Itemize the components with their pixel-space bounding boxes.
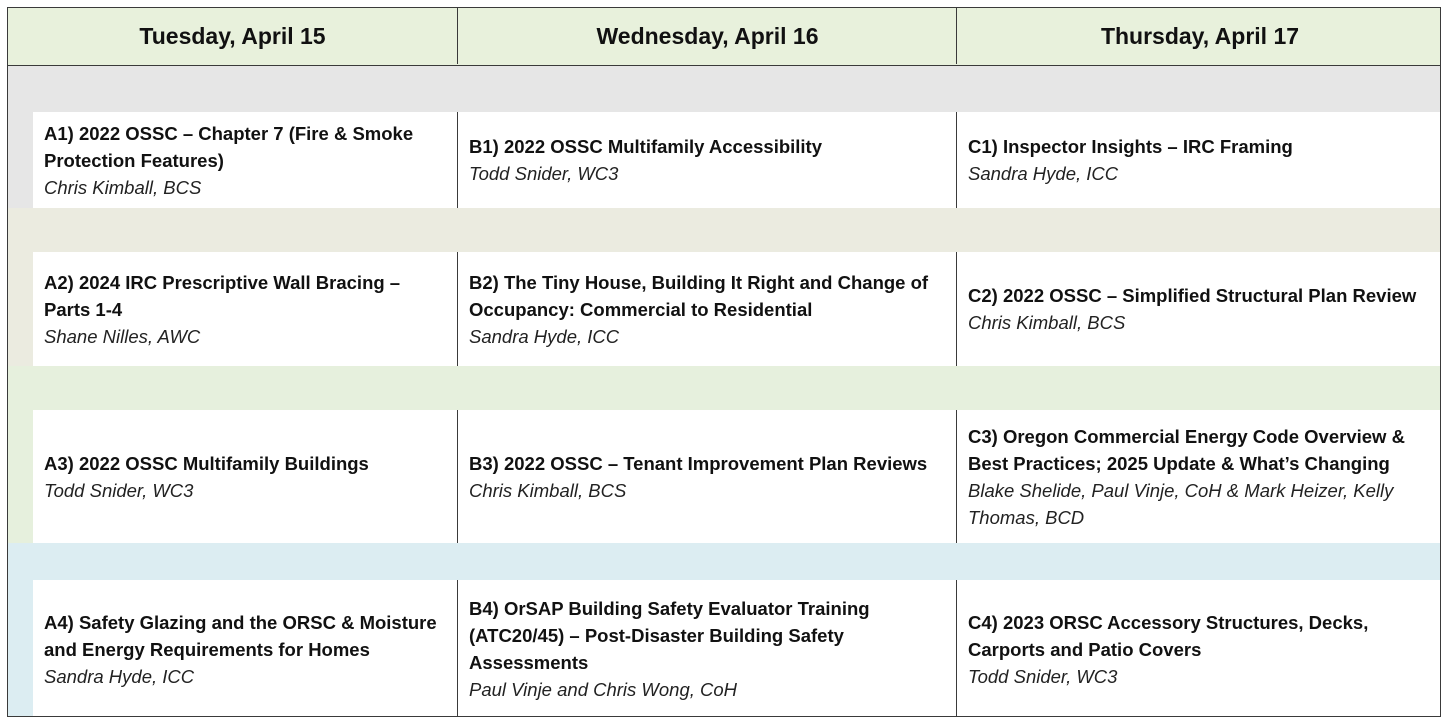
- session-speaker: Shane Nilles, AWC: [44, 325, 201, 347]
- session-row-3: [8, 410, 1440, 543]
- session-c3: [956, 410, 1441, 543]
- session-speaker: Sandra Hyde, ICC: [968, 163, 1119, 184]
- session-b2: [457, 252, 956, 366]
- session-c4: [956, 580, 1441, 717]
- day-header-thursday: Thursday, April 17: [956, 8, 1441, 64]
- session-b3: [457, 410, 956, 543]
- session-a3: [33, 410, 457, 543]
- session-title: B4) OrSAP Building Safety Evaluator Training (ATC20/45) – Post-Disaster Building Safety Assessments: [469, 598, 870, 673]
- schedule-table: [7, 7, 1441, 717]
- session-c1: [956, 112, 1441, 208]
- session-speaker: Chris Kimball, BCS: [968, 312, 1126, 333]
- session-a4: [33, 580, 457, 717]
- session-title: C2) 2022 OSSC – Simplified Structural Plan Review: [968, 285, 1417, 306]
- session-a1: [33, 112, 457, 208]
- session-speaker: Todd Snider, WC3: [44, 479, 194, 501]
- session-speaker: Sandra Hyde, ICC: [44, 665, 195, 687]
- day-header-wednesday: Wednesday, April 16: [457, 8, 957, 64]
- session-c2: [956, 252, 1441, 366]
- session-speaker: Paul Vinje and Chris Wong, CoH: [469, 679, 738, 700]
- session-title: B3) 2022 OSSC – Tenant Improvement Plan Reviews: [469, 452, 928, 474]
- session-title: C3) Oregon Commercial Energy Code Overview & Best Practices; 2025 Update & What’s Changing: [968, 425, 1405, 474]
- session-speaker: Sandra Hyde, ICC: [469, 325, 620, 347]
- session-title: C1) Inspector Insights – IRC Framing: [968, 136, 1293, 157]
- day-header-tuesday: Tuesday, April 15: [139, 22, 326, 49]
- session-title: A2) 2024 IRC Prescriptive Wall Bracing – Parts 1-4: [44, 271, 401, 320]
- session-a2: [33, 252, 457, 366]
- session-row-4: [8, 580, 1440, 717]
- session-speaker: Blake Shelide, Paul Vinje, CoH & Mark Heizer, Kelly Thomas, BCD: [968, 479, 1394, 528]
- session-b4: [457, 580, 956, 717]
- session-title: A4) Safety Glazing and the ORSC & Moisture and Energy Requirements for Homes: [44, 611, 437, 660]
- schedule-header: [8, 8, 1440, 66]
- session-speaker: Chris Kimball, BCS: [469, 479, 627, 501]
- session-title: A1) 2022 OSSC – Chapter 7 (Fire & Smoke Protection Features): [44, 122, 414, 171]
- session-title: C4) 2023 ORSC Accessory Structures, Decks, Carports and Patio Covers: [968, 611, 1369, 660]
- session-b1: [457, 112, 956, 208]
- session-speaker: Chris Kimball, BCS: [44, 176, 202, 198]
- session-speaker: Todd Snider, WC3: [469, 163, 619, 184]
- session-row-1: [8, 112, 1440, 208]
- session-row-2: [8, 252, 1440, 366]
- session-title: A3) 2022 OSSC Multifamily Buildings: [44, 452, 369, 474]
- session-title: B2) The Tiny House, Building It Right and Change of Occupancy: Commercial to Residential: [469, 271, 929, 320]
- session-title: B1) 2022 OSSC Multifamily Accessibility: [469, 136, 822, 157]
- session-speaker: Todd Snider, WC3: [968, 665, 1118, 687]
